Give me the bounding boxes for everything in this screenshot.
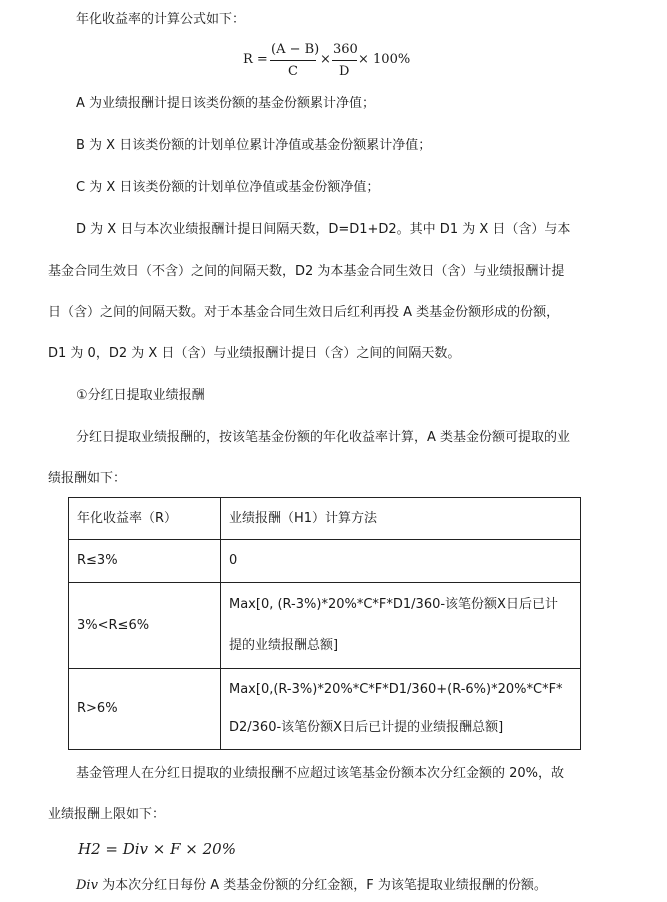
section-paragraph-line-2: 绩报酬如下： — [48, 471, 127, 486]
table-cell-return: 3%<R≤6% — [69, 583, 221, 669]
annual-return-formula — [0, 38, 667, 88]
fraction-bar-2 — [332, 60, 357, 61]
table-header-cell: 年化收益率（R） — [69, 498, 221, 540]
table-cell-return: R≤3% — [69, 540, 221, 583]
final-line — [76, 876, 547, 896]
table-cell-method — [221, 669, 581, 750]
cap-paragraph-line-1: 基金管理人在分红日提取的业绩报酬不应超过该笔基金份额本次分红金额的 20%，故 — [76, 766, 565, 781]
formula-numerator-2: 360 — [333, 42, 358, 57]
definition-d-line-4: D1 为 0，D2 为 X 日（含）与业绩报酬计提日（含）之间的间隔天数。 — [48, 346, 461, 361]
method-line: Max[0, (R-3%)*20%*C*F*D1/360-该笔份额X日后已计 — [229, 597, 558, 612]
formula-times: × — [320, 52, 331, 67]
table-header-cell: 业绩报酬（H1）计算方法 — [221, 498, 581, 540]
definition-d-line-2: 基金合同生效日（不含）之间的间隔天数，D2 为本基金合同生效日（含）与业绩报酬计提 — [48, 264, 565, 279]
cap-formula: H2 = Div × F × 20% — [78, 840, 236, 858]
method-line: Max[0,(R-3%)*20%*C*F*D1/360+(R-6%)*20%*C*F* — [229, 682, 563, 697]
section-paragraph-line-1: 分红日提取业绩报酬的，按该笔基金份额的年化收益率计算，A 类基金份额可提取的业 — [76, 430, 571, 445]
formula-denominator-2: D — [339, 64, 350, 79]
section-heading: ①分红日提取业绩报酬 — [76, 388, 205, 403]
table-row — [69, 583, 581, 669]
cap-paragraph-line-2: 业绩报酬上限如下： — [48, 807, 166, 822]
formula-tail: × 100% — [358, 52, 411, 67]
formula-denominator-1: C — [288, 64, 298, 79]
table-cell-method — [221, 583, 581, 669]
table-cell-return: R>6% — [69, 669, 221, 750]
definition-a: A 为业绩报酬计提日该类份额的基金份额累计净值； — [76, 96, 376, 111]
table-cell-method: 0 — [221, 540, 581, 583]
definition-c: C 为 X 日该类份额的计划单位净值或基金份额净值； — [76, 180, 380, 195]
table-header-row — [69, 498, 581, 540]
formula-numerator-1: (A − B) — [271, 42, 320, 57]
method-line: 提的业绩报酬总额] — [229, 638, 339, 653]
table-row — [69, 669, 581, 750]
div-symbol: Div — [76, 878, 98, 893]
definition-b: B 为 X 日该类份额的计划单位累计净值或基金份额累计净值； — [76, 138, 432, 153]
formula-lhs: R = — [243, 52, 268, 67]
final-text: 为本次分红日每份 A 类基金份额的分红金额，F 为该笔提取业绩报酬的份额。 — [97, 878, 547, 893]
table-row — [69, 540, 581, 583]
definition-d-line-3: 日（含）之间的间隔天数。对于本基金合同生效日后红利再投 A 类基金份额形成的份额， — [48, 305, 560, 320]
method-line: D2/360-该笔份额X日后已计提的业绩报酬总额] — [229, 720, 504, 735]
performance-fee-table — [68, 497, 581, 750]
fraction-bar-1 — [270, 60, 316, 61]
intro-text: 年化收益率的计算公式如下： — [76, 12, 246, 27]
definition-d-line-1: D 为 X 日与本次业绩报酬计提日间隔天数，D=D1+D2。其中 D1 为 X 日（含）与本 — [76, 222, 571, 237]
